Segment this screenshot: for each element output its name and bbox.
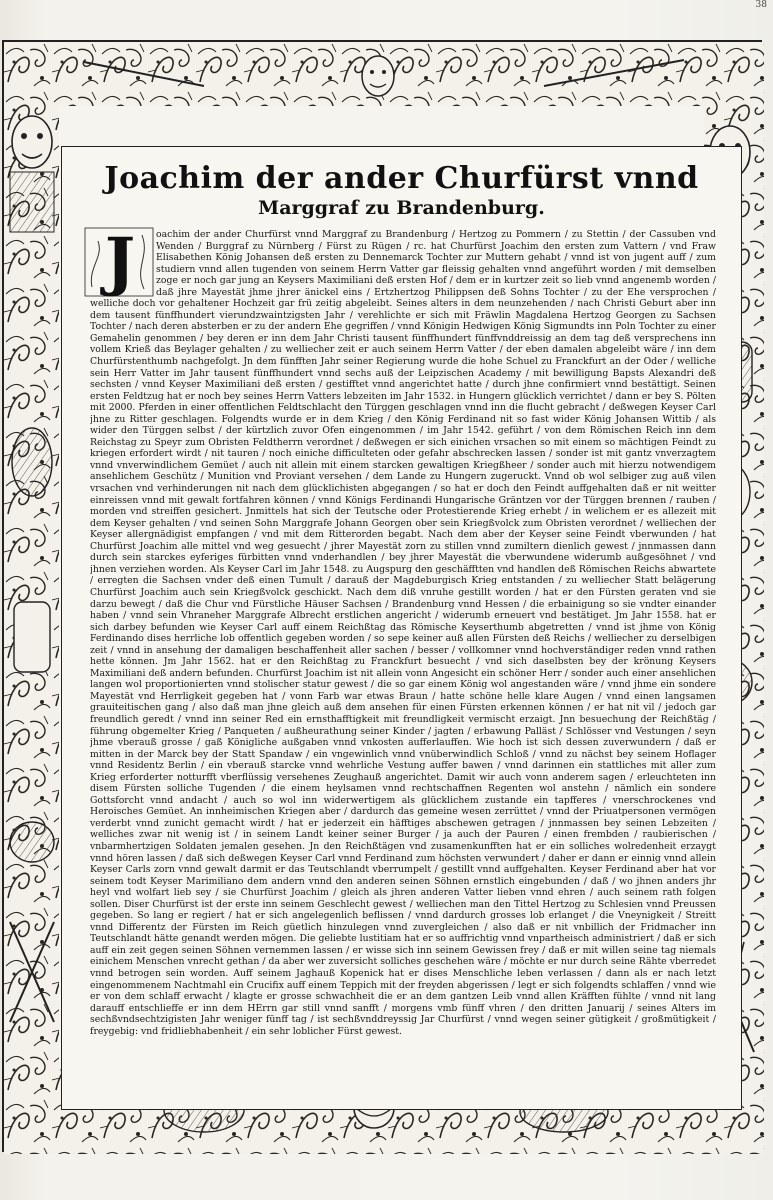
page-subtitle: Marggraf zu Brandenburg.: [258, 197, 545, 219]
text-panel: [61, 146, 742, 1110]
body-text: oachim der ander Churfürst vnnd Marggraf zu Brandenburg / Hertzog zu Pommern / zu Stettin / der Cassuben vnd Wenden / Burggraf zu Nürnberg / Fürst zu Rügen / rc. hat Churfürst Joachim den ersten zum Vattern / vnd Fraw Elisabethen König Johansen deß ersten zu Dennemarck Tochter zur Muttern gehabt / vnnd ist von jugent auff / zum studiern vnnd allen tugenden von seinem Herrn Vatter gar fleissig gehalten vnnd angeführt worden / mit demselben zoge er noch gar jung an Keysers Maximiliani deß ersten Hof / dem er in kurtzer zeit so lieb vnnd angenemb worden / daß jhre Mayestät jhme jhrer änickel eins / Ertzhertzog Philippsen deß Sohns Tochter / zu der Ehe versprochen / welliche doch vor gehaltener Hochzeit gar frü zeitig abgeleibt. Seines alters in dem neunzehenden / nach Christi Geburt aber inn dem tausent fünffhundert vierundzwaintzigsten Jahr / verehlichte er sich mit Fräwlin Magdalena Hertzog Georgen zu Sachsen Tochter / nach deren absterben er zu der andern Ehe gegriffen / vnnd Königin Hedwigen König Sigmundts inn Poln Tochter zu einer Gemahelin genommen / bey deren er inn dem Jahr Christi tausent fünffhundert fünffvnddreissig an dem tag deß versprechens inn vollem Krieß das Beylager gehalten / zu welliecher zeit er auch seinem Herrn Vatter / der eben damalen abgeleibt wäre / inn dem Churfürstenthumb nachgefolgt. Jn dem fünfften Jahr seiner Regierung wurde die hohe Schuel zu Franckfurt an der Oder / welliche sein Herr Vatter im Jahr tausent fünffhundert vnnd sechs auß der Leipzischen Academy / mit bewilligung Bapsts Alexandri deß sechsten / vnnd Keyser Maximiliani deß ersten / gestifftet vnnd angerichtet hatte / durch jhne confirmiert vnnd bestättigt. Seinen ersten Feldtzug hat er noch bey seines Herrn Vatters lebzeiten im Jahr 1532. in Hungern glücklich verrichtet / dann er bey S. Pölten mit 2000. Pferden in einer offentlichen Feldtschlacht den Türggen geschlagen vnnd inn die flucht gebracht / deßwegen Keyser Carl jhne zu Ritter geschlagen. Folgendts wurde er in dem Krieg / den König Ferdinand nit so fast wider König Johansen Wittib / als wider den Türggen selbst / der kürtzlich zuvor Ofen eingenommen / im Jahr 1542. geführt / von dem Römischen Reich inn dem Reichstag zu Speyr zum Obristen Feldtherrn verordnet / deßwegen er sich einichen vrsachen so mit einem so mächtigen Feindt zu kriegen erfordert wirdt / nit tauren / noch einiche difficulteten oder gefahr abschrecken lassen / sonder ist mit gantz vnverzagtem vnnd vnverwindlichem Gemüet / auch nit allein mit einem starcken gewaltigen Kriegßheer / sonder auch mit hierzu notwendigem ansehlichem Geschütz / Munition vnd Proviant versehen / dem Lande zu Hungern zugeruckt. Vnnd ob wol selbiger zug auß vilen vrsachen vnd verhinderungen nit nach dem glücklichisten abgegangen / so hat er doch den Feindt auffgehalten daß er nit weitter einreissen vnnd mit gewalt fortfahren können / vnnd Königs Ferdinandi Hungarische Gräntzen vor der Türggen brennen / rauben / morden vnd streiffen gesichert. Jnmittels hat sich der Teutsche oder Protestierende Krieg erhebt / in welichem er es allezeit mit dem Keyser gehalten / vnd seinen Sohn Marggrafe Johann Georgen ober sein Kriegßvolck zum Obristen verordnet / welliechen der Keyser allergnädigist empfangen / vnd mit dem Ritterorden begabt. Nach dem aber der Keyser seine Feindt vberwunden / hat Churfürst Joachim alle mittel vnd weg gesuecht / jhrer Mayestät zorn zu stillen vnnd zumiltern dienlich gewest / jnnmassen dann durch sein starckes eyferiges fürbitten vnnd vnderhandlen / bey jhrer Mayestät die vberwundene widerumb außgesöhnet / vnd jhnen verziehen worden. Als Keyser Carl im Jahr 1548. zu Augspurg den geschäfftten vnd handlen deß Römischen Reichs abwartete / erregten die Sachsen vnder deß einen Tumult / darauß der Magdeburgisch Krieg entstanden / zu welliecher Statt belägerung Churfürst Joachim auch sein Kriegßvolck geschickt. Nach dem diß vnruhe gestillt worden / hat er den Fürsten geraten vnd sie darzu bewegt / daß die Chur vnd Fürstliche Häuser Sachsen / Brandenburg vnnd Hessen / die erbainigung so sie vndter einander haben / vnnd sein Vhraneher Marggrafe Albrecht erstlichen angericht / widerumb erneuert vnd bestätiget. Jm Jahr 1558. hat er sich darbey befunden wie Keyser Carl auff einem Reichßtag das Römische Keyserthumb abgetretten / vnnd ist jhme von König Ferdinando dises herrliche lob offentlich gegeben worden / so sepe keiner auß allen Fürsten deß Reichs / welliecher zu derselbigen zeit / vnnd in ansehung der damaligen beschaffenheit aller sachen / besser / vollkomner vnnd hochverständiger reden vnnd rathen hette können. Jm Jahr 1562. hat er den Reichßtag zu Franckfurt besuecht / vnd sich daselbsten bey der krönung Keysers Maximiliani deß andern befunden. Churfürst Joachim ist nit allein vonn Angesicht ein schöner Herr / sonder auch einer ansehlichen langen wol proportionierten vnnd stolischer statur gewest / die so gar einem König wol angestanden wäre / vnnd jhme ein sondere Mayestät vnd Herrligkeit gegeben hat / vonn Farb war etwas Braun / hatte schöne helle klare Augen / vnnd einen langsamen grauiteitischen gang / also daß man jhne gleich auß dem ansehen für einen Fürsten erkennen können / er hat nit vil / jedoch gar freundlich geredt / vnnd inn seiner Red ein ernsthafftigkeit mit freundligkeit vermischt erzaigt. Jnn besuechung der Reichßtäg / führung obgemelter Krieg / Panqueten / außheurathung seiner Kinder / jagten / erbawung Palläst / Schlösser vnd Vestungen / seyn jhme vberauß grosse / gaß Königliche außgaben vnnd vnkosten aufferlauffen. Wie hoch ist sich dessen zuverwundern / daß er mitten in der Marck bey der Statt Spandaw / ein vngewinlich vnnd vnüberwindlich Schloß / vnnd zu nächst bey seinem Hoflager vnnd Residentz Berlin / ein vberauß starcke vnnd wehrliche Vestung auffer bawen / vnnd darinnen ein stattliches mit aller zum Krieg erforderter notturfft vberflüssig versehenes Zeughauß angerichtet. Damit wir auch vonn anderem sagen / erleuchteten inn disem Fürsten solliche Tugenden / die einem heylsamen vnnd rechtschaffnen Regenten wol anstehn / nämlich ein sondere Gottsforcht vnnd andacht / auch so wol inn widerwertigem als glücklichem zustande ein tapfferes / vnerschrockenes vnd Heroisches Gemüet. An innheimischen Kriegen aber / dardurch das gemeine wesen zerrüttet / vnnd der Priuatpersonen vermögen verderbt vnnd zunicht gemacht wirdt / hat er jederzeit ein häfftiges abschewen getragen / jnnmassen bey seinen Lebzeiten / welliches zwar nit wenig ist / in seinem Landt keiner seiner Burger / ja auch der Pauren / einen frembden / raubierischen / vnbarmhertzigen Soldaten jemalen gesehen. Jn den Reichßtägen vnd zusamenkunfften hat er ein solliches wolredenheit erzaygt vnnd hören lassen / daß sich deßwegen Keyser Carl vnnd Ferdinand zum höchsten verwundert / daher er dann er einnig vnnd allein Keyser Carls zorn vnnd gewalt darmit er das Teutschlandt vberrumpelt / gestillt vnnd auffgehalten. Keyser Ferdinand aber hat vor seinem todt Keyser Marimiliano dem andern vnnd den anderen seinen Söhnen ernstlich eingebunden / daß / wo jhnen anders jhr heyl vnd wolfart lieb sey / sie Churfürst Joachim / gleich als jhren anderen Vatter lieben vnnd ehren / auch seinem rath folgen sollen. Diser Churfürst ist der erste inn seinem Geschlecht gewest / welliechen man den Tittel Hertzog zu Schlesien vnnd Preussen gegeben. So lang er regiert / hat er sich angelegenlich beflissen / vnnd dardurch grosses lob erlanget / die Vneynigkeit / Streitt vnnd Differentz der Fürsten im Reich güetlich hinzulegen vnnd zuvergleichen / also daß er nit vnbillich der Fridmacher inn Teutschlandt hätte genandt werden mögen. Die geliebte lustitiam hat er so auffrichtig vnnd vnpartheisch administriert / daß er sich auff ein zeit gegen seinen Söhnen vernemmen lassen / er wisse sich inn seinem Gewissen frey / daß er mit willen seine tag niemals einichem Menschen vnrecht gethan / da aber wer zuversicht solliches geschehen wäre / möchte er nur durch seine Rähte vberredet vnnd betrogen sein worden. Auff seinem Jaghauß Kopenick hat er dises Menschliche leben verlassen / dann als er nach letzt eingenommenem Nachtmahl ein Crucifix auff einem Teppich mit der freyden abgerissen / legt er sich folgendts schlaffen / vnnd wie er von dem schlaff erwacht / klagte er grosse schwachheit die er an dem gantzen Leib vnnd allen Kräfften fühlte / vnnd nit lang darauff entschlieffe er inn dem HErrn gar still vnnd sanfft / morgens vmb fünff vhren / den dritten Januarij / seines Alters im sechßvndsechtzigisten Jahr weniger fünff tag / ist sechßvnddreyssig Jar Churfürst / vnnd wegen seiner gütigkeit / großmütigkeit / freygebig: vnd fridliebhabenheit / ein sehr loblicher Fürst gewest.: [90, 229, 716, 1037]
woodcut-border: [2, 40, 762, 1152]
initial-letter: J: [104, 224, 136, 299]
page-title: Joachim der ander Churfürst vnnd: [104, 161, 699, 196]
folio-number: 38: [755, 0, 767, 10]
